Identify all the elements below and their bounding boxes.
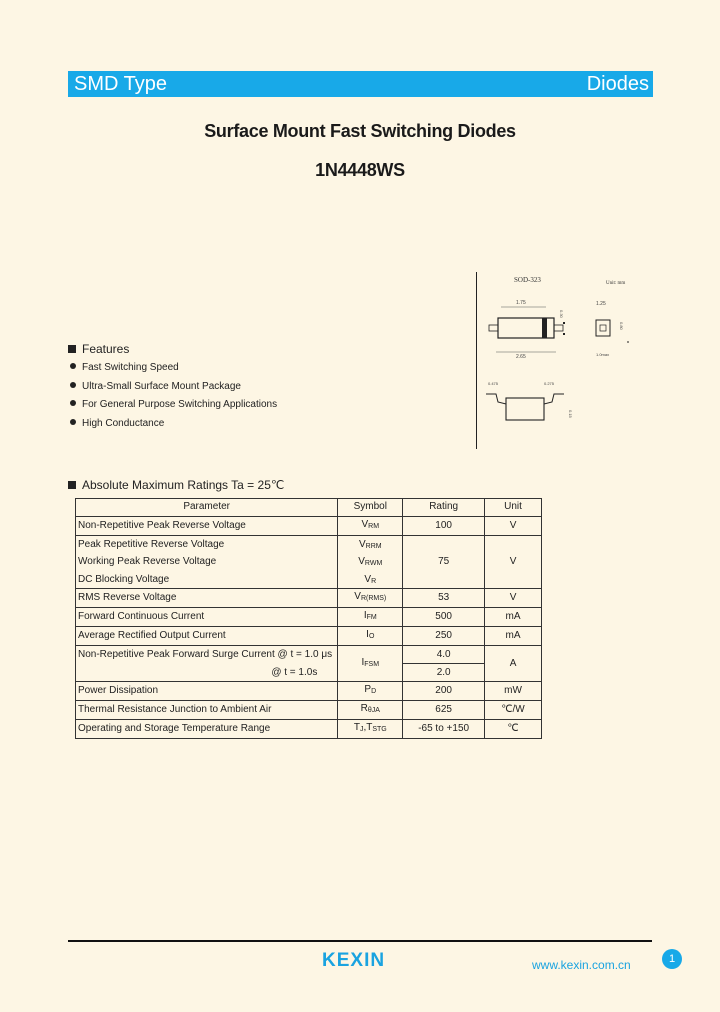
package-dim-e: 0.475 xyxy=(488,381,499,386)
unit-cell: V xyxy=(485,516,542,535)
package-dim-f: 0.275 xyxy=(544,381,555,386)
rating-cell: 250 xyxy=(403,627,485,646)
symbol-cell: $I_O$ xyxy=(338,627,403,646)
ratings-heading: Absolute Maximum Ratings Ta = 25℃ xyxy=(68,478,284,492)
rating-cell: 53 xyxy=(403,589,485,608)
table-row xyxy=(76,720,542,739)
header-product-type: Diodes xyxy=(586,73,649,95)
unit-cell: ℃/W xyxy=(485,701,542,720)
bullet-icon xyxy=(70,363,76,369)
table-header-row xyxy=(76,499,542,517)
company-logo: KEXIN xyxy=(322,950,386,971)
package-unit: Unit: mm xyxy=(606,281,626,286)
unit-cell: mA xyxy=(485,608,542,627)
table-row xyxy=(76,682,542,701)
unit-cell: mW xyxy=(485,682,542,701)
col-header-unit: Unit xyxy=(485,499,542,517)
param-cell: Operating and Storage Temperature Range xyxy=(76,720,338,739)
part-number: 1N4448WS xyxy=(315,160,405,180)
rating-cell: 625 xyxy=(403,701,485,720)
param-cell: Peak Repetitive Reverse Voltage Working Peak Reverse Voltage DC Blocking Voltage xyxy=(76,535,338,589)
unit-cell: ℃ xyxy=(485,720,542,739)
table-row xyxy=(76,535,542,589)
symbol-cell: $I_{FSM}$ xyxy=(338,646,403,682)
package-dim-i: 0.15 xyxy=(568,410,573,418)
unit-cell: V xyxy=(485,535,542,589)
package-dim-c: 0.80 xyxy=(619,322,624,330)
param-cell: Average Rectified Output Current xyxy=(76,627,338,646)
document-title: Surface Mount Fast Switching Diodes xyxy=(204,121,516,141)
symbol-cell: $T_J,T_{STG}$ xyxy=(338,720,403,739)
symbol-cell: $V_{RRM}$ $V_{RWM}$ $V_R$ xyxy=(338,535,403,589)
rating-cell: 500 xyxy=(403,608,485,627)
param-cell: Non-Repetitive Peak Forward Surge Current @ t = 1.0 μs @ t = 1.0s xyxy=(76,646,338,682)
param-cell: RMS Reverse Voltage xyxy=(76,589,338,608)
package-dim-a: 1.75 xyxy=(516,300,526,306)
param-cell: Non-Repetitive Peak Reverse Voltage xyxy=(76,516,338,535)
rating-cell: 4.0 xyxy=(403,646,485,664)
unit-cell: V xyxy=(485,589,542,608)
symbol-cell: $R_{\theta JA}$ xyxy=(338,701,403,720)
symbol-cell: $V_{R(RMS)}$ xyxy=(338,589,403,608)
list-item: High Conductance xyxy=(70,417,277,436)
table-row xyxy=(76,589,542,608)
unit-cell: A xyxy=(485,646,542,682)
header-banner xyxy=(68,71,653,97)
page-number-badge: 1 xyxy=(662,949,682,969)
rating-cell: -65 to +150 xyxy=(403,720,485,739)
ratings-table xyxy=(75,498,542,739)
surge-condition-1: @ t = 1.0 μs xyxy=(277,649,333,660)
unit-cell: mA xyxy=(485,627,542,646)
package-dim-h: 1.0max xyxy=(596,352,610,357)
table-row xyxy=(76,646,542,664)
surge-condition-2: @ t = 1.0s xyxy=(271,666,318,678)
list-item: For General Purpose Switching Applications xyxy=(70,398,277,417)
table-row xyxy=(76,608,542,627)
package-dim-b: 2.65 xyxy=(516,354,526,360)
bullet-icon xyxy=(70,382,76,388)
package-name: SOD-323 xyxy=(514,276,541,284)
param-cell: Forward Continuous Current xyxy=(76,608,338,627)
features-heading: Features xyxy=(68,342,129,356)
rating-cell: 2.0 xyxy=(403,664,485,682)
symbol-cell: $V_{RM}$ xyxy=(338,516,403,535)
param-cell: Thermal Resistance Junction to Ambient Air xyxy=(76,701,338,720)
footer-divider xyxy=(68,940,652,942)
package-dim-g: 0.30 xyxy=(559,310,564,318)
rating-cell: 200 xyxy=(403,682,485,701)
bullet-icon xyxy=(70,419,76,425)
col-header-parameter: Parameter xyxy=(76,499,338,517)
symbol-cell: $P_D$ xyxy=(338,682,403,701)
features-list xyxy=(70,361,277,435)
col-header-symbol: Symbol xyxy=(338,499,403,517)
rating-cell: 100 xyxy=(403,516,485,535)
square-bullet-icon xyxy=(68,481,76,489)
list-item: Ultra-Small Surface Mount Package xyxy=(70,380,277,399)
package-outline-drawing xyxy=(476,270,646,450)
col-header-rating: Rating xyxy=(403,499,485,517)
bullet-icon xyxy=(70,400,76,406)
table-row xyxy=(76,516,542,535)
symbol-cell: $I_{FM}$ xyxy=(338,608,403,627)
package-dim-d: 1.25 xyxy=(596,301,606,307)
header-category: SMD Type xyxy=(74,73,167,95)
rating-cell: 75 xyxy=(403,535,485,589)
square-bullet-icon xyxy=(68,345,76,353)
website-link[interactable]: www.kexin.com.cn xyxy=(532,958,631,972)
list-item: Fast Switching Speed xyxy=(70,361,277,380)
param-cell: Power Dissipation xyxy=(76,682,338,701)
table-row xyxy=(76,701,542,720)
table-row xyxy=(76,627,542,646)
